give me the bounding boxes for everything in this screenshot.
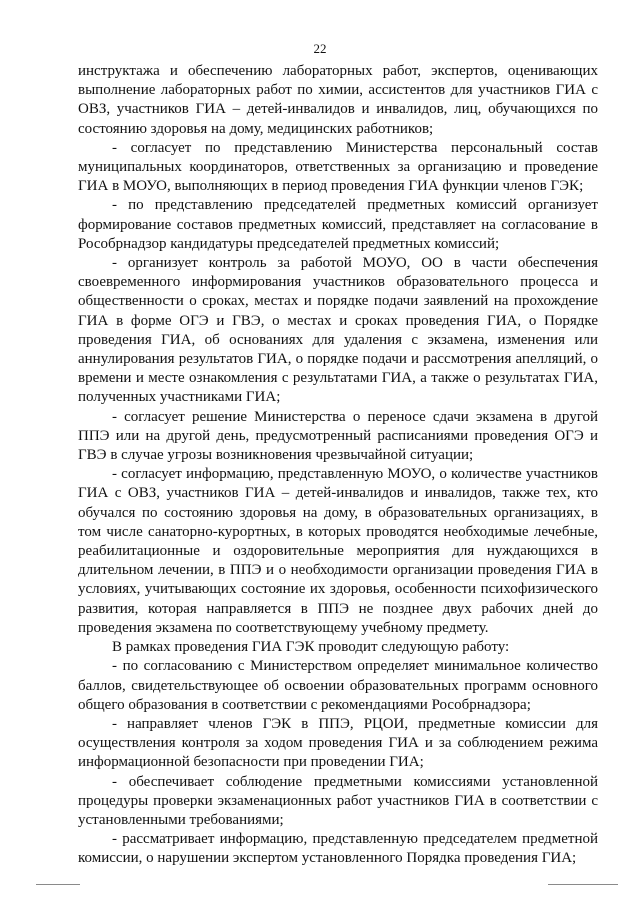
page-number: 22 bbox=[313, 41, 327, 56]
paragraph: - согласует по представлению Министерства персональный состав муниципальных координаторов, ответственных за организацию и проведение ГИА в МОУО, выполняющих в период проведения ГИА функции членов ГЭК; bbox=[78, 139, 598, 195]
scan-artifact-line bbox=[36, 884, 80, 885]
body-text bbox=[78, 62, 598, 869]
paragraph: - по представлению председателей предметных комиссий организует формирование составов предметных комиссий, представляет на согласование в Рособрнадзор кандидатуры председателей предметных комиссий; bbox=[78, 197, 598, 252]
paragraph: - согласует информацию, представленную МОУО, о количестве участников ГИА с ОВЗ, участников ГИА – детей-инвалидов и инвалидов, также тех, кто обучался по состоянию здоровья на дому, в образовательных организациях, в том числе санаторно-курортных, в которых проводятся необходимые лечебные, реабилитационные и оздоровительные мероприятия для нуждающихся в длительном лечении, в ППЭ и о необходимости организации проведения ГИА в условиях, учитывающих состояние их здоровья, особенности психофизического развития, которая направляется в ППЭ не позднее двух рабочих дней до проведения экзамена по соответствующему учебному предмету. bbox=[78, 466, 598, 636]
paragraph: - согласует решение Министерства о переносе сдачи экзамена в другой ППЭ или на другой день, предусмотренный расписаниями проведения ОГЭ и ГВЭ в случае угрозы возникновения чрезвычайной ситуации; bbox=[78, 408, 598, 464]
paragraph: - рассматривает информацию, представленную председателем предметной комиссии, о нарушении экспертом установленного Порядка проведения ГИА; bbox=[78, 831, 598, 867]
paragraph: - по согласованию с Министерством определяет минимальное количество баллов, свидетельствующее об освоении образовательных программ основного общего образования в соответствии с рекомендациями Рособрнадзора; bbox=[78, 658, 598, 713]
paragraph: - обеспечивает соблюдение предметными комиссиями установленной процедуры проверки экзаменационных работ участников ГИА в соответствии с установленными требованиями; bbox=[78, 773, 598, 828]
paragraph: В рамках проведения ГИА ГЭК проводит следующую работу: bbox=[112, 639, 510, 656]
paragraph: - направляет членов ГЭК в ППЭ, РЦОИ, предметные комиссии для осуществления контроля за ходом проведения ГИА и за соблюдением режима информационной безопасности при проведении ГИА; bbox=[78, 715, 598, 771]
scan-artifact-line bbox=[548, 884, 618, 885]
paragraph: - организует контроль за работой МОУО, ОО в части обеспечения своевременного информирования участников образовательного процесса и общественности о сроках, местах и порядке подачи заявлений на прохождение ГИА в форме ОГЭ и ГВЭ, о местах и сроках проведения ГИА, о Порядке проведения ГИА, об основаниях для удаления с экзамена, изменения или аннулирования результатов ГИА, о порядке подачи и рассмотрения апелляций, о времени и месте ознакомления с результатами ГИА, а также о результатах ГИА, полученных участниками ГИА; bbox=[78, 255, 598, 406]
paragraph: инструктажа и обеспечению лабораторных работ, экспертов, оценивающих выполнение лабораторных работ по химии, ассистентов для участников ГИА с ОВЗ, участников ГИА – детей-инвалидов и инвалидов, лиц, обучающихся по состоянию здоровья на дому, медицинских работников; bbox=[78, 63, 598, 137]
